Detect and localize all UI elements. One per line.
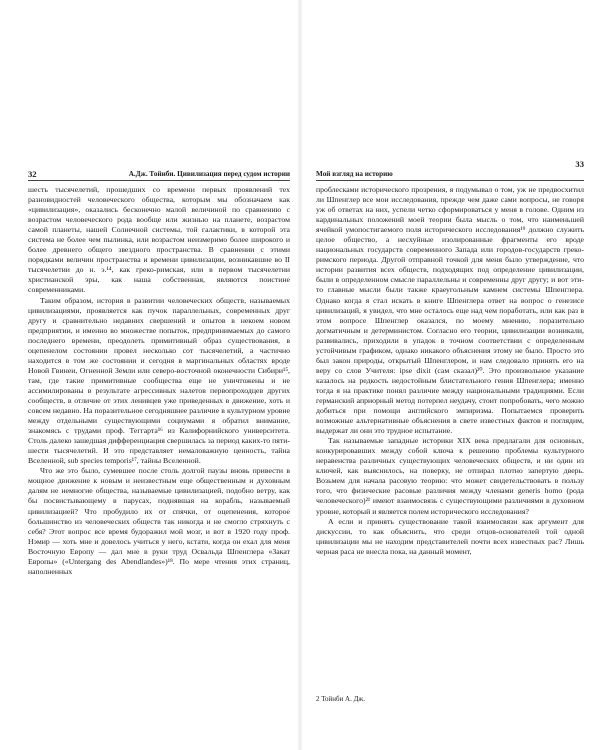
- paragraph: А если и принять существование такой взаимосвязи как аргумент для дискуссии, то как объяснить, что среди отцов-основателей той одной цивилизации мы не находим представителей почти всех известных рас? Лишь черная раса не внесла пока, на данный момент,: [316, 516, 584, 556]
- page-number-left: 32: [28, 169, 37, 179]
- running-head-right: [316, 159, 584, 181]
- running-title-left: А.Дж. Тойнби. Цивилизация перед судом истории: [128, 170, 290, 178]
- paragraph: шесть тысячелетий, прошедших со времени первых проявлений тех разновидностей человеческого общества, которым мы обозначаем как «цивилизация», оказались бесконечно малой величиной по сравнению с возрастом человеческого рода вообще или жизнью на планете, возрастом самой планеты, нашей Солнечной системы, той галактики, в которой эта система не более чем пылинка, или возрастом неизмеримо более широкого и более древнего общего звездного пространства. В сравнении с этими порядками величин пространства и времени цивилизации, возникавшие во II тысячелетии до н. э.¹⁴, как греко-римская, или в первом тысячелетии христианской эры, как наша собственная, являются поистине современниками.: [28, 185, 290, 295]
- right-page-text: [316, 185, 584, 557]
- printer-signature: 2 Тойнби А. Дж.: [316, 695, 365, 703]
- running-title-right: Мой взгляд на историю: [316, 170, 393, 178]
- paragraph: Таким образом, история в развитии человеческих обществ, называемых цивилизациями, проявляется как пучок параллельных, современных друг другу и сравнительно недавних свершений и опытов в некоем новом предприятии, и именно во множестве попыток, предпринимаемых до самого последнего времени, преодолеть примитивный образ существования, в оцепенелом состоянии провел несколько сот тысячелетий, а частично находится в том же состоянии и сегодня в маргинальных областях вроде Новой Гвинеи, Огненной Земли или северо-восточной оконечности Сибири¹⁵, там, где такие примитивные сообщества еще не уничтожены и не ассимилированы в результате агрессивных налетов первопроходцев других сообществ, в отличие от этих ленивцев уже приведенных в движение, хоть и совсем недавно. На поразительное сегодняшнее различие в культурном уровне между отдельными существующими социумами я обратил внимание, знакомясь с трудами проф. Теггарта¹⁶ из Калифорнийского университета. Столь далеко зашедшая дифференциация свершилась за период каких-то пяти-шести тысячелетий. И это представляет немаловажную ценность, тайна Вселенной, sub species temporis¹⁷, тайны Вселенной.: [28, 295, 290, 466]
- paragraph: Что же это было, сумевшее после столь долгой паузы вновь привести в мощное движение к новым и неизвестным еще общественным и духовным далям не немногие общества, называемые цивилизацией, подобно ветру, как бы посвистывающему в парусах, поднявшая на корабль, называемый цивилизацией? Что пробудило их от спячки, от оцепенения, которое большинство из человеческих обществ так никогда и не смогло стряхнуть с себя? Этот вопрос все время будоражил мой мозг, и вот в 1920 году проф. Нэмир — хоть мне и довелось учиться у него, кстати, когда он ехал для меня Восточную Европу — дал мне в руки труд Освальда Шпенглера «Закат Европы» («Untergang des Abendlandes»)¹⁸. По мере чтения этих страниц, наполненных: [28, 466, 290, 576]
- page-number-right: 33: [575, 159, 584, 169]
- running-head-left: [28, 169, 290, 181]
- paragraph: Так называемые западные историки XIX века предлагали для основных, конкурировавших между собой ключа к решению проблемы культурного неравенства различных существующих человеческих обществ, и ни один из ключей, как выяснилось, на поверку, не отпирал плотно запертую дверь. Возьмем для начала расовую теорию: что может свидетельствовать в пользу того, что физические расовые различия между членами generis homo (рода человеческого)²¹ имеют взаимосвязь с существующими различиями в духовном уровне, который и является полем исторического исследования?: [316, 436, 584, 516]
- left-page-text: [28, 185, 290, 577]
- right-page: [300, 0, 600, 750]
- paragraph: проблесками исторического прозрения, я подумывал о том, уж не предвосхитил ли Шпенглер все мои исследования, прежде чем даже сами вопросы, не говоря уж об ответах на них, успели четко сформироваться у меня в голове. Одним из кардинальных положений моей теории была мысль о том, что наименьшей ячейкой умопостигаемого поля исторического исследования¹⁹ должно служить целое общество, а несхуйные изолированные фрагменты его вроде национальных государств современного Запада или городов-государств греко-римского периода. Другой отправной точкой для меня было утверждение, что истории развития всех обществ, подходящих под определение цивилизации, были в определенном смысле параллельны и современны друг другу; и вот эти-то главные мысли были также краеугольным камнем системы Шпенглера. Однако когда я стал искать в книге Шпенглера ответ на вопрос о генезисе цивилизаций, я увидел, что мне осталось еще над чем поработать, или как раз в этом вопросе Шпенглер оказался, по моему мнению, поразительно догматичным и детерминистом. Согласно его теории, цивилизации возникали, развивались, приходили в упадок в точном соответствии с определенным устойчивым графиком, однако никакого объяснения этому не было. Просто это был закон природы, открытый Шпенглером, и нам следовало принять его на веру со слов Учителя: ipse dixit (сам сказал)²⁰. Это произвольное указание казалось на редкость недостойным блистательного гения Шпенглера; именно тогда я на практике понял различие между национальными традициями. Если германский априорный метод потерпел неудачу, стоит попробовать, чего можно добиться при помощи английского эмпиризма. Попытаемся проверить возможные альтернативные объяснения в свете известных фактов и поглядим, выдержат ли они это трудное испытание.: [316, 185, 584, 436]
